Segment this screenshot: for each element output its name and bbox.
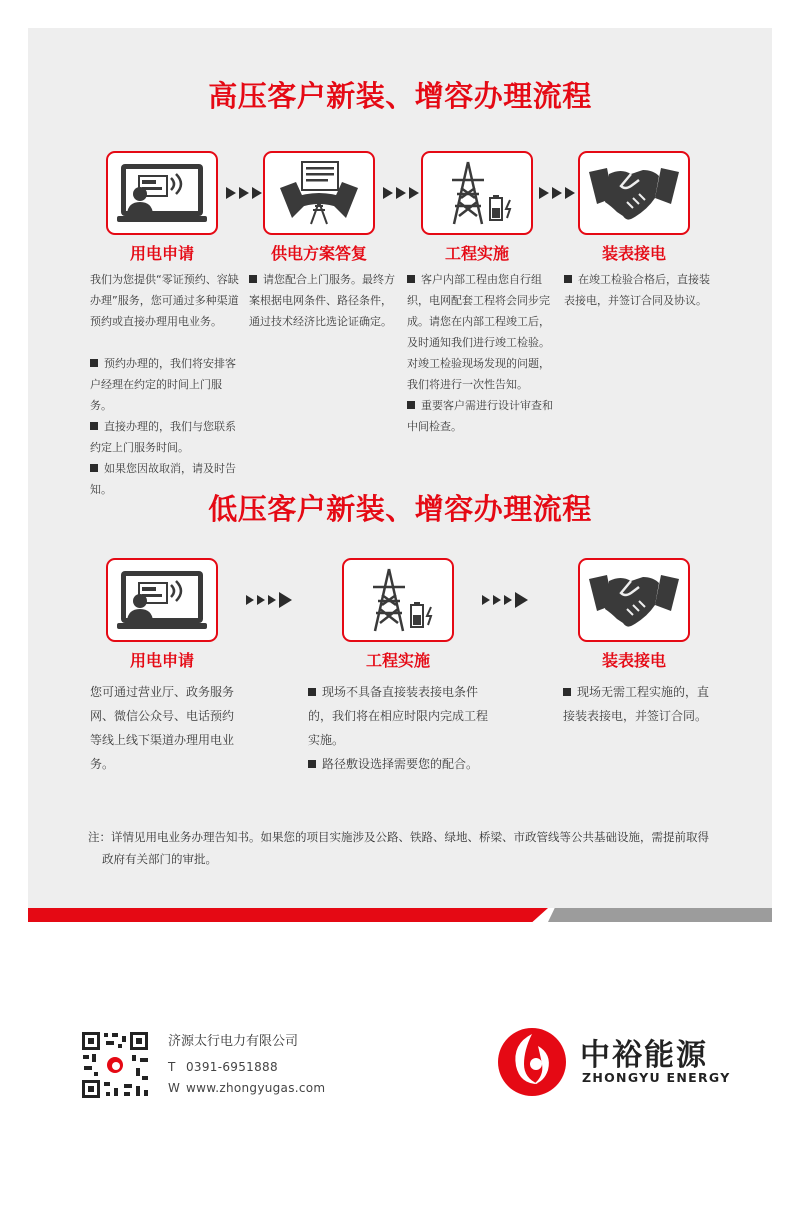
bullet-icon	[407, 275, 415, 283]
hv-step-4-label: 装表接电	[601, 244, 666, 263]
hv-step-2-label: 供电方案答复	[270, 244, 367, 263]
lv-step-2-description	[308, 680, 494, 776]
hv-desc1-p3-text: 直接办理的，我们与您联系约定上门服务时间。	[90, 420, 236, 454]
lv-desc2-p2-text: 路径敷设选择需要您的配合。	[322, 757, 479, 771]
hv-step-3-description	[407, 269, 555, 437]
contact-website	[168, 1081, 325, 1095]
hv-desc1-p2	[90, 353, 242, 416]
lv-step-2-box	[342, 558, 454, 642]
bullet-icon	[249, 275, 257, 283]
hv-arrows-1	[226, 187, 262, 199]
hv-step-3-box	[421, 151, 533, 235]
accent-band-red	[28, 908, 548, 922]
zhongyu-logo-icon	[492, 1020, 572, 1100]
web-key: W	[168, 1081, 181, 1095]
bullet-icon	[308, 688, 316, 696]
lv-step-1-box	[106, 558, 218, 642]
hv-desc2-p1-text: 请您配合上门服务。最终方案根据电网条件、路径条件，通过技术经济比选论证确定。	[249, 273, 395, 328]
footnote	[88, 826, 738, 870]
phone-key: T	[168, 1060, 176, 1074]
hv-desc1-p3	[90, 416, 242, 458]
bullet-icon	[564, 275, 572, 283]
accent-band-grey	[548, 908, 772, 922]
qr-code-icon	[80, 1030, 150, 1100]
hv-desc3-p1	[407, 269, 555, 395]
hv-arrows-3	[539, 187, 575, 199]
hv-desc3-p2-text: 重要客户需进行设计审查和中间检查。	[407, 399, 553, 433]
low-voltage-title: 低压客户新装、增容办理流程	[208, 492, 592, 526]
footnote-line-2: 政府有关部门的审批。	[102, 852, 217, 866]
website-url: www.zhongyugas.com	[186, 1081, 326, 1095]
hv-desc4-p1	[564, 269, 714, 311]
bullet-icon	[90, 422, 98, 430]
lv-step-1-description	[90, 680, 242, 776]
phone-number: 0391-6951888	[186, 1060, 278, 1074]
lv-desc3-p1	[563, 680, 715, 728]
handshake-icon	[587, 158, 681, 228]
logo-english-name: ZHONGYU ENERGY	[582, 1070, 731, 1085]
bullet-icon	[90, 464, 98, 472]
lv-arrows-2	[482, 592, 528, 608]
hv-step-1-label: 用电申请	[129, 244, 194, 263]
hv-desc1-p2-text: 预约办理的，我们将安排客户经理在约定的时间上门服务。	[90, 357, 236, 412]
hv-step-1-description	[90, 269, 242, 500]
lv-desc2-p1	[308, 680, 494, 752]
hv-desc4-p1-text: 在竣工检验合格后，直接装表接电，并签订合同及协议。	[564, 273, 710, 307]
hv-step-4-description	[564, 269, 714, 311]
hv-step-4-box	[578, 151, 690, 235]
handshake-icon	[587, 565, 681, 635]
hv-desc2-p1	[249, 269, 395, 332]
lv-step-1-label: 用电申请	[129, 651, 194, 670]
lv-arrows-1	[246, 592, 292, 608]
bullet-icon	[407, 401, 415, 409]
high-voltage-title: 高压客户新装、增容办理流程	[208, 79, 592, 113]
lv-step-3-label: 装表接电	[601, 651, 666, 670]
hv-desc3-p2	[407, 395, 555, 437]
plan-document-tower-icon	[272, 158, 366, 228]
lv-step-2-label: 工程实施	[365, 651, 430, 670]
hv-desc3-p1-text: 客户内部工程由您自行组织，电网配套工程将会同步完成。请您在内部工程竣工后，及时通知我们进行竣工检验。对竣工检验现场发现的问题，我们将进行一次性告知。	[407, 273, 550, 391]
lv-desc1-p1: 您可通过营业厅、政务服务网、微信公众号、电话预约等线上线下渠道办理用电业务。	[90, 685, 235, 771]
computer-consultant-icon	[115, 158, 209, 228]
lv-desc2-p2	[308, 752, 494, 776]
lv-step-3-description	[563, 680, 715, 728]
contact-phone	[168, 1060, 278, 1074]
lv-step-3-box	[578, 558, 690, 642]
lv-desc2-p1-text: 现场不具备直接装表接电条件的，我们将在相应时限内完成工程实施。	[308, 685, 489, 747]
computer-consultant-icon	[115, 565, 209, 635]
logo-chinese-name: 中裕能源	[580, 1038, 708, 1073]
hv-desc1-p1: 我们为您提供“零证预约、容缺办理”服务，您可通过多种渠道预约或直接办理用电业务。	[90, 273, 239, 328]
lv-desc3-p1-text: 现场无需工程实施的，直接装表接电，并签订合同。	[563, 685, 710, 723]
hv-arrows-2	[383, 187, 419, 199]
footnote-line-1: 注：详情见用电业务办理告知书。如果您的项目实施涉及公路、铁路、绿地、桥梁、市政管线等公共基础设施，需提前取得	[88, 830, 709, 844]
bullet-icon	[563, 688, 571, 696]
hv-desc1-p4-text: 如果您因故取消，请及时告知。	[90, 462, 236, 496]
hv-step-2-description	[249, 269, 395, 332]
bullet-icon	[308, 760, 316, 768]
company-name: 济源太行电力有限公司	[168, 1034, 299, 1049]
hv-step-2-box	[263, 151, 375, 235]
bullet-icon	[90, 359, 98, 367]
power-tower-battery-icon	[351, 565, 445, 635]
power-tower-battery-icon	[430, 158, 524, 228]
hv-step-1-box	[106, 151, 218, 235]
hv-step-3-label: 工程实施	[444, 244, 509, 263]
